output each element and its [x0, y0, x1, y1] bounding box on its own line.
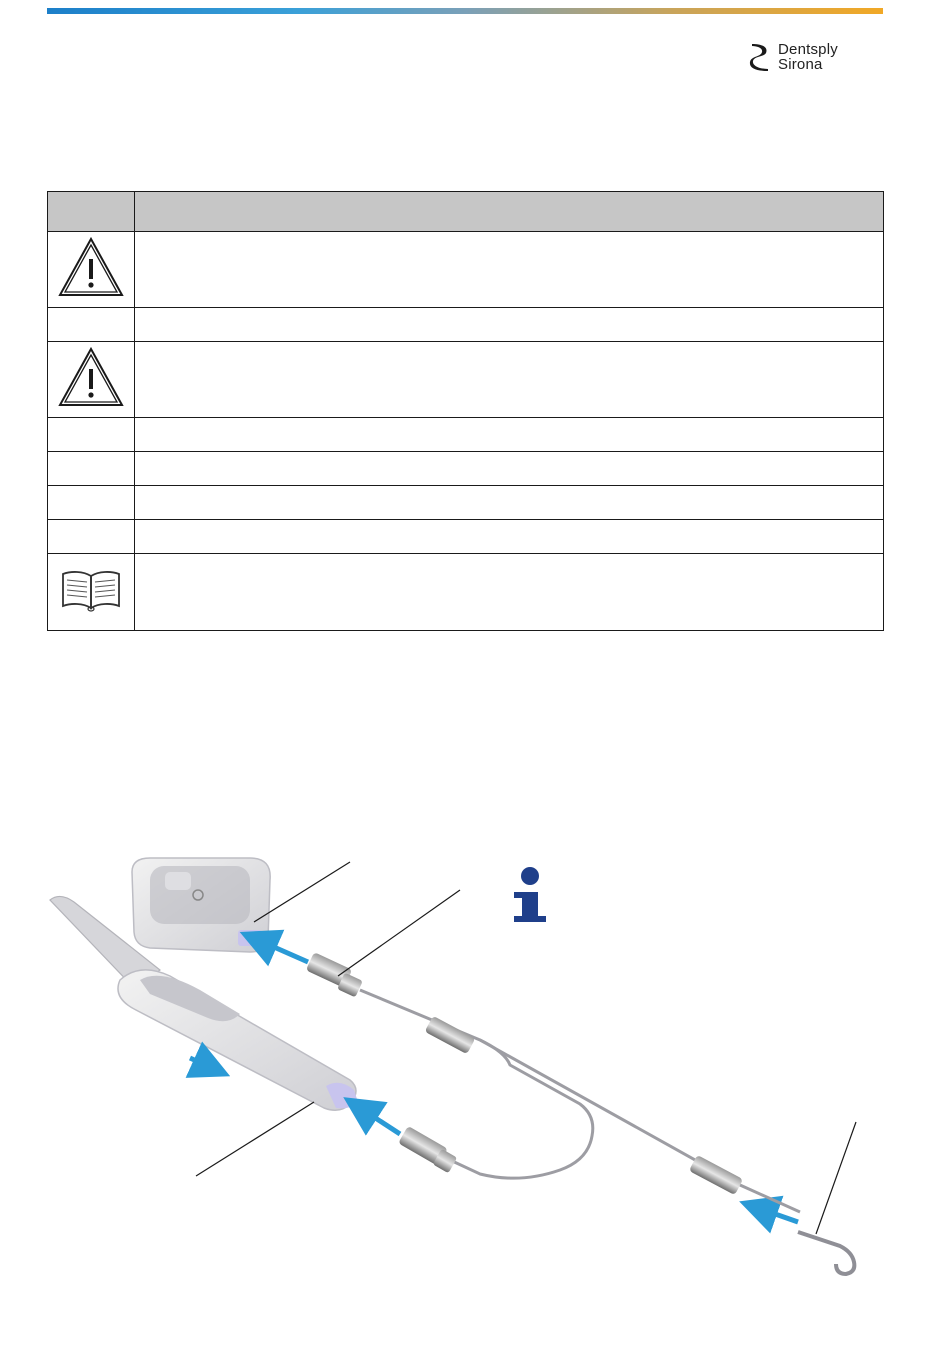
- insert-arrow: [258, 940, 308, 962]
- table-row: [48, 520, 884, 554]
- table-row: [48, 308, 884, 342]
- brand-line-1: Dentsply: [778, 41, 838, 58]
- connector: [689, 1155, 743, 1195]
- description-cell: [135, 232, 884, 308]
- description-cell: [135, 418, 884, 452]
- control-unit: [132, 858, 270, 952]
- symbol-cell: [48, 520, 135, 554]
- symbol-cell: [48, 342, 135, 418]
- warning-triangle-icon: [56, 235, 126, 299]
- table-row: [48, 418, 884, 452]
- description-cell: [135, 520, 884, 554]
- header-cell-description: [135, 192, 884, 232]
- dentsply-sirona-logo-icon: [748, 42, 770, 72]
- symbol-cell: [48, 232, 135, 308]
- connector: [398, 1126, 457, 1173]
- table-row: [48, 452, 884, 486]
- symbol-cell: [48, 418, 135, 452]
- symbol-cell: [48, 308, 135, 342]
- open-book-icon: [59, 568, 123, 612]
- description-cell: [135, 554, 884, 631]
- table-row: [48, 486, 884, 520]
- description-cell: [135, 486, 884, 520]
- header-gradient-bar: [47, 8, 883, 14]
- symbol-table: [47, 191, 884, 631]
- table-row: [48, 342, 884, 418]
- info-icon: [514, 867, 546, 922]
- direction-arrow: [190, 1058, 212, 1068]
- connector: [306, 952, 363, 997]
- symbol-cell: [48, 452, 135, 486]
- description-cell: [135, 342, 884, 418]
- connector: [425, 1016, 476, 1054]
- symbol-cell: [48, 486, 135, 520]
- description-cell: [135, 452, 884, 486]
- symbol-cell: [48, 554, 135, 631]
- table-row: [48, 232, 884, 308]
- brand-logo: [748, 40, 868, 74]
- description-cell: [135, 308, 884, 342]
- table-header-row: [48, 192, 884, 232]
- warning-triangle-icon: [56, 345, 126, 409]
- table-row: [48, 554, 884, 631]
- insert-arrow: [758, 1208, 798, 1222]
- brand-line-2: Sirona: [778, 56, 823, 73]
- header-cell-symbol: [48, 192, 135, 232]
- device-connection-illustration: [40, 840, 900, 1300]
- lip-clip: [798, 1232, 854, 1274]
- insert-arrow: [360, 1108, 400, 1134]
